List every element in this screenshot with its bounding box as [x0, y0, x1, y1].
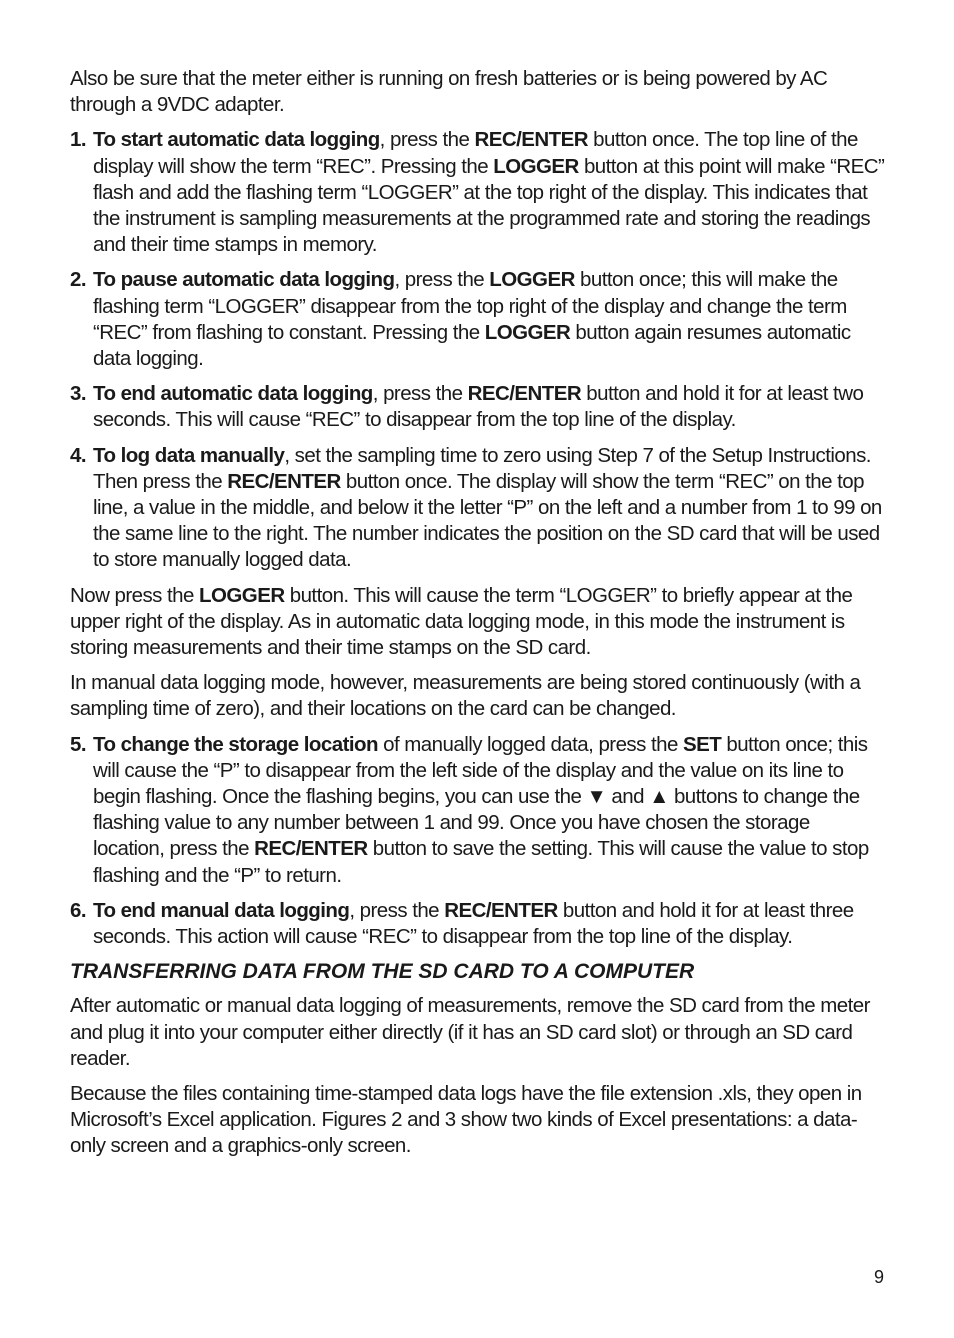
- bold-text: To end automatic data logging: [93, 382, 373, 406]
- text-run: button at this point will make “REC” flash and add the flashing term “LOGGER” at the top right of the display. This indicates that the instrument is sampling measurements at the programmed rate and storing the readings and their time stamps in memory.: [93, 154, 885, 257]
- text-run: button to save the setting. This will cause the value to stop flashing and the “P” to return.: [93, 837, 869, 887]
- text-run: , set the sampling time to zero using Step 7 of the Setup Instructions. Then press the: [93, 443, 871, 493]
- bold-text: To end manual data logging: [93, 898, 350, 922]
- step-number: 2.: [70, 268, 86, 292]
- list-item: [70, 127, 886, 258]
- step-number: 1.: [70, 128, 86, 152]
- file-extension-paragraph: Because the files containing time-stamped data logs have the file extension .xls, they open in Microsoft’s Excel application. Figures 2 and 3 show two kinds of Excel presentations: a data-only screen and a graphics-only screen.: [70, 1081, 862, 1158]
- text-run: button. This will cause the term “LOGGER” to briefly appear at the upper right of the display. As in automatic data logging mode, in this mode the instrument is storing measurements and their time stamps on the SD card.: [70, 583, 853, 660]
- list-item: [70, 898, 886, 950]
- after-logging-paragraph: After automatic or manual data logging of measurements, remove the SD card from the meter and plug it into your computer either directly (if it has an SD card slot) or through an SD card reader.: [70, 994, 870, 1070]
- now-press-paragraph: [70, 583, 886, 662]
- bold-text: SET: [682, 732, 722, 756]
- manual-mode-paragraph: In manual data logging mode, however, measurements are being stored continuously (with a sampling time of zero), and their locations on the card can be changed.: [70, 671, 861, 721]
- step-number: 4.: [70, 443, 86, 467]
- bold-text: REC/ENTER: [444, 898, 558, 922]
- list-item: [70, 267, 886, 372]
- page-number: 9: [873, 1267, 884, 1287]
- text-run: button again resumes automatic data logging.: [93, 320, 851, 371]
- steps-list: [70, 127, 886, 573]
- bold-text: REC/ENTER: [254, 837, 368, 861]
- text-run: button once. The display will show the term “REC” on the top line, a value in the middle, and below it the letter “P” on the left and a number from 1 to 99 on the same line to the right. The number indicates the position on the SD card that will be used to store manually logged data.: [93, 469, 882, 572]
- text-run: , press the: [372, 382, 468, 406]
- bold-text: To pause automatic data logging: [93, 268, 395, 292]
- bold-text: LOGGER: [489, 268, 575, 292]
- text-run: , press the: [379, 128, 475, 152]
- bold-text: LOGGER: [493, 154, 579, 178]
- bold-text: LOGGER: [484, 320, 571, 344]
- bold-text: REC/ENTER: [467, 382, 582, 406]
- step-number: 5.: [70, 732, 86, 756]
- list-item: [70, 381, 886, 433]
- section-heading: TRANSFERRING DATA FROM THE SD CARD TO A COMPUTER: [70, 960, 695, 984]
- text-run: button and hold it for at least two seconds. This will cause “REC” to disappear from the top line of the display.: [93, 382, 864, 432]
- step-number: 3.: [70, 382, 86, 406]
- intro-paragraph: Also be sure that the meter either is running on fresh batteries or is being powered by AC through a 9VDC adapter.: [70, 67, 828, 117]
- bold-text: REC/ENTER: [227, 469, 341, 493]
- manual-page: [70, 66, 886, 1169]
- list-item: [70, 443, 886, 574]
- steps-list-2: [70, 732, 886, 951]
- bold-text: REC/ENTER: [474, 128, 588, 152]
- text-run: button once; this will make the flashing term “LOGGER” disappear from the top right of the display and change the term “REC” from flashing to constant. Pressing the: [93, 268, 847, 344]
- step-number: 6.: [70, 898, 86, 922]
- text-run: , press the: [349, 898, 445, 922]
- text-run: , press the: [394, 268, 490, 292]
- bold-text: To log data manually: [93, 443, 285, 467]
- text-run: button once; this will cause the “P” to disappear from the left side of the display and the value on its line to begin flashing. Once the flashing begins, you can use the ▼ and ▲ buttons to change the flashing value to any number between 1 and 99. Once you have chosen the storage location, press the: [93, 732, 868, 861]
- bold-text: LOGGER: [199, 583, 285, 607]
- text-run: button once. The top line of the display will show the term “REC”. Pressing the: [93, 128, 858, 178]
- bold-text: To change the storage location: [93, 732, 378, 756]
- text-run: button and hold it for at least three seconds. This action will cause “REC” to disappear from the top line of the display.: [93, 898, 854, 949]
- bold-text: To start automatic data logging: [93, 128, 380, 152]
- text-run: Now press the: [70, 583, 200, 607]
- text-run: of manually logged data, press the: [377, 732, 683, 756]
- list-item: [70, 732, 886, 889]
